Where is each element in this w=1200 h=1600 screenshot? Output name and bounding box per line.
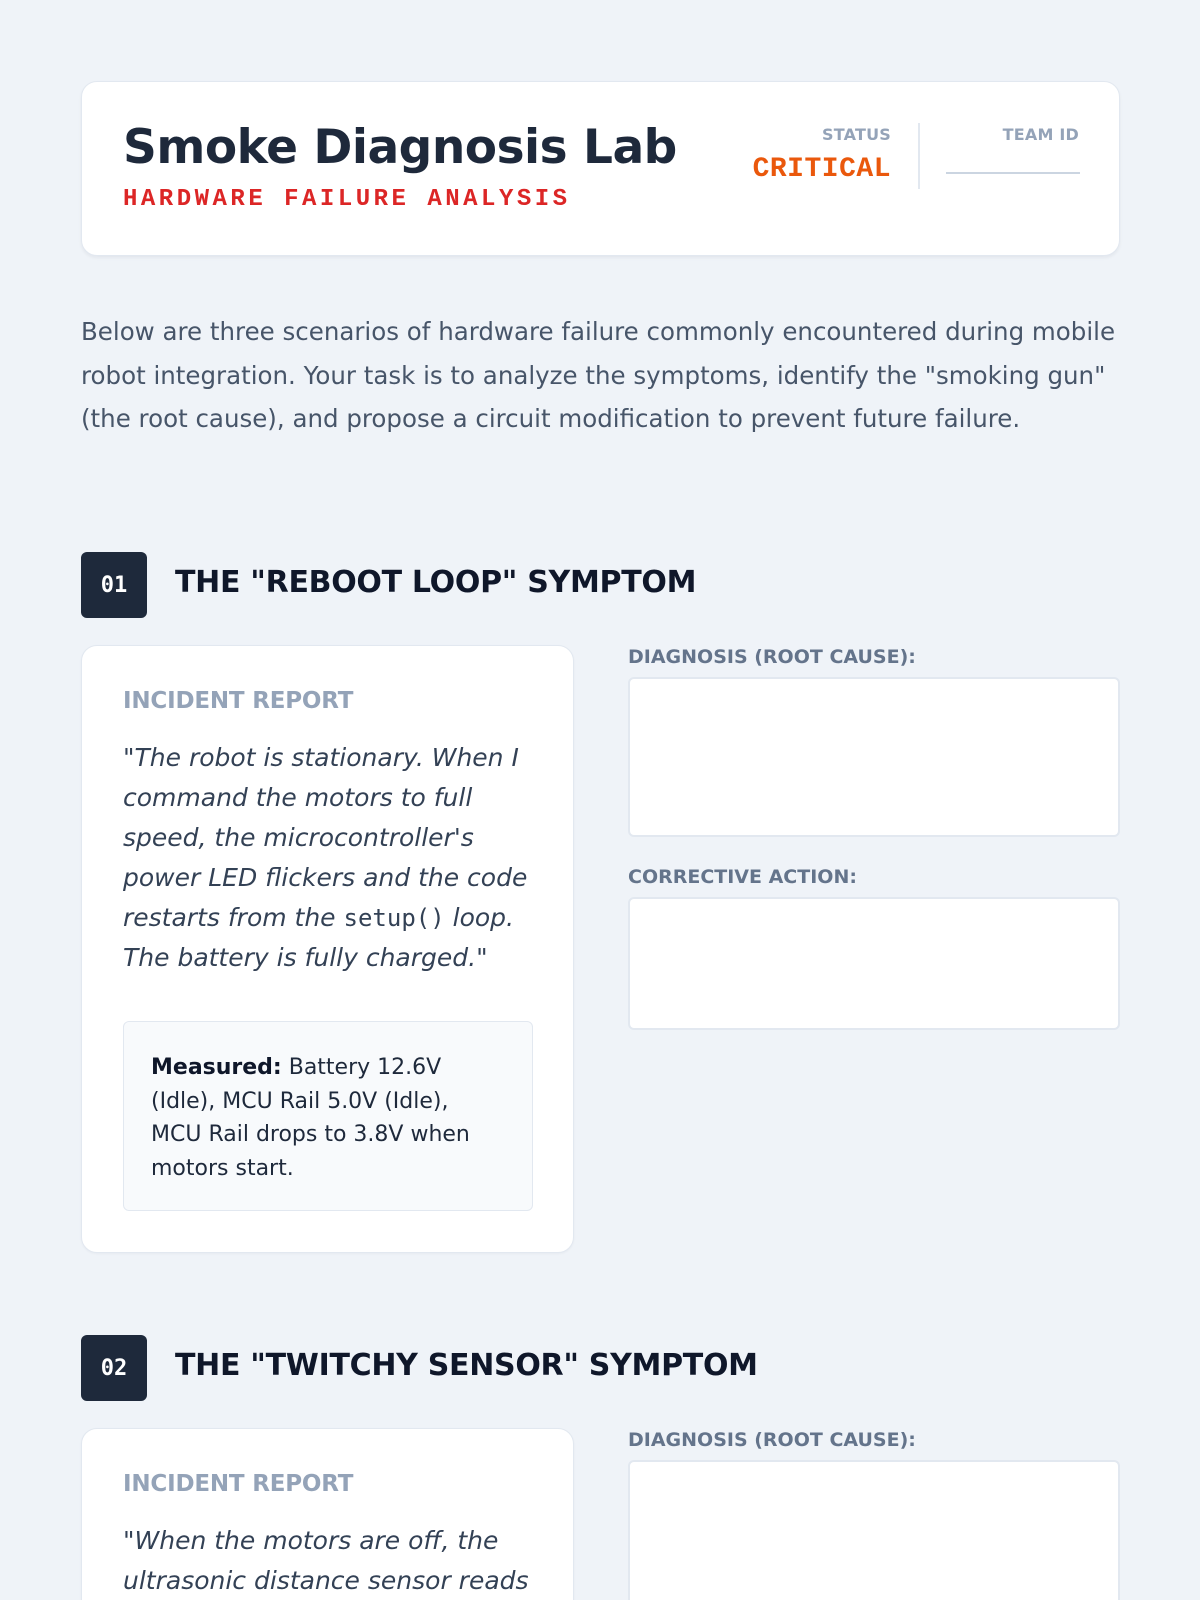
measurement-box: [123, 1021, 533, 1211]
section-title: THE "TWITCHY SENSOR" SYMPTOM: [175, 1348, 758, 1383]
diagnosis-field[interactable]: [628, 1460, 1120, 1600]
section-title: THE "REBOOT LOOP" SYMPTOM: [175, 565, 697, 600]
section-number-badge: 01: [81, 552, 147, 618]
header-card: [81, 81, 1120, 256]
incident-quote: [123, 738, 543, 978]
page-title: Smoke Diagnosis Lab: [123, 120, 677, 175]
incident-quote: "When the motors are off, the ultrasonic distance sensor reads: [123, 1526, 529, 1595]
incident-card: [81, 1428, 574, 1600]
quote-text-end: loop. The battery is fully charged.": [123, 903, 514, 972]
measured-label: Measured:: [151, 1055, 282, 1080]
team-id-field[interactable]: [946, 172, 1080, 174]
diagnosis-label: DIAGNOSIS (ROOT CAUSE):: [628, 646, 916, 668]
quote-code: setup(): [343, 904, 445, 932]
section-number-badge: 02: [81, 1335, 147, 1401]
measured-text: Battery 12.6V (Idle), MCU Rail 5.0V (Idle), MCU Rail drops to 3.8V when motors start.: [151, 1055, 470, 1181]
status-badge: CRITICAL: [752, 154, 891, 185]
quote-text: "The robot is stationary. When I command the motors to full speed, the microcontroller's power LED flickers and the code restarts from the: [123, 743, 528, 932]
incident-report-label: INCIDENT REPORT: [123, 1471, 354, 1497]
status-label: STATUS: [822, 125, 891, 144]
corrective-action-field[interactable]: [628, 897, 1120, 1030]
diagnosis-label: DIAGNOSIS (ROOT CAUSE):: [628, 1429, 916, 1451]
diagnosis-field[interactable]: [628, 677, 1120, 837]
page-subtitle: HARDWARE FAILURE ANALYSIS: [123, 186, 571, 213]
incident-report-label: INCIDENT REPORT: [123, 688, 354, 714]
header-divider: [918, 123, 920, 189]
intro-paragraph: Below are three scenarios of hardware failure commonly encountered during mobile robot integration. Your task is to analyze the symptoms, identify the "smoking gun" (the root cause), and propose a circuit modification to prevent future failure.: [81, 317, 1116, 433]
corrective-action-label: CORRECTIVE ACTION:: [628, 866, 857, 888]
incident-card: [81, 645, 574, 1253]
team-id-label: TEAM ID: [1002, 125, 1079, 144]
